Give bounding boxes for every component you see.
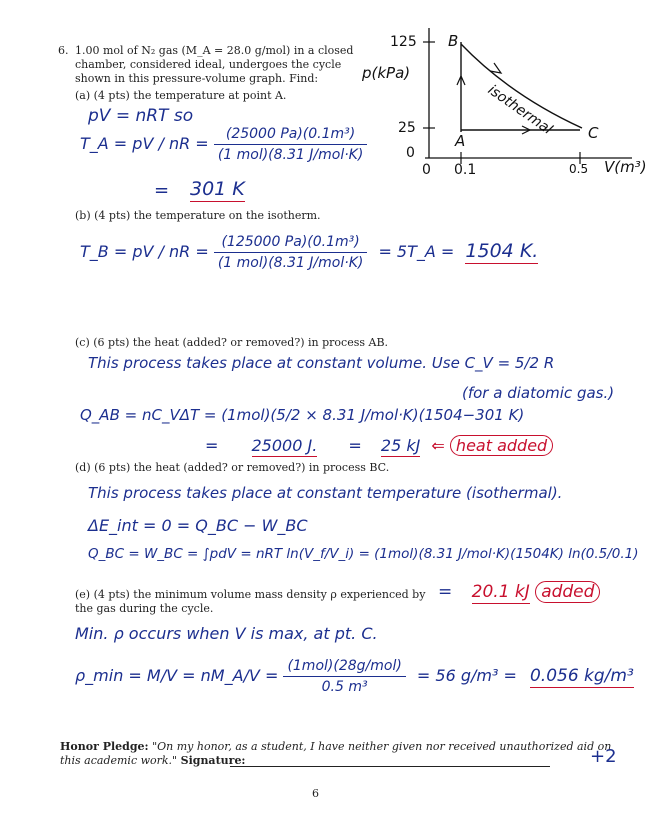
part-e-fraction [283, 658, 405, 695]
part-e-line-1: Min. ρ occurs when V is max, at pt. C. [75, 624, 378, 643]
part-c-eq-b: = [348, 436, 362, 455]
problem-intro-line-3: shown in this pressure-volume graph. Find: [75, 72, 319, 85]
part-a-answer [190, 178, 245, 200]
x-axis-label: V(m³) [604, 158, 647, 176]
y-tick-25: 25 [398, 120, 416, 136]
bonus-points: +2 [590, 746, 617, 767]
part-c-diatomic-note: (for a diatomic gas.) [462, 384, 615, 402]
page-number: 6 [312, 787, 319, 800]
part-d-equals: = [438, 582, 453, 602]
part-d-question: (d) (6 pts) the heat (added? or removed?) in process BC. [75, 461, 390, 474]
part-d-line-3: Q_BC = W_BC = ∫pdV = nRT ln(V_f/V_i) = (1mol)(8.31 J/mol·K)(1504K) ln(0.5/0.1) [88, 546, 639, 562]
part-a-question: (a) (4 pts) the temperature at point A. [75, 89, 287, 102]
signature-label: Signature: [180, 754, 246, 767]
point-c-label: C [588, 124, 599, 142]
honor-pledge-line-1 [60, 740, 611, 754]
part-c-arrow: ⇐ [431, 436, 445, 455]
part-c-answer: 25 kJ [380, 436, 421, 455]
part-b-mid: = 5T_A = [378, 242, 455, 261]
part-c-equation: Q_AB = nC_VΔT = (1mol)(5/2 × 8.31 J/mol·K)(1504−301 K) [80, 406, 525, 424]
part-c-heat-added: heat added [450, 435, 553, 456]
part-a-ideal-gas-law: pV = nRT so [88, 106, 194, 126]
part-c-eq-a: = [205, 436, 219, 455]
honor-pledge-line-2 [60, 754, 246, 768]
signature-line [230, 766, 550, 767]
part-d-line-2: ΔE_int = 0 = Q_BC − W_BC [88, 516, 308, 535]
x-tick-0-5: 0.5 [569, 162, 589, 176]
part-b-fraction [214, 234, 368, 271]
problem-number: 6. [58, 44, 69, 57]
part-e-question-line-1: (e) (4 pts) the minimum volume mass density ρ experienced by [75, 588, 426, 601]
x-tick-0-1: 0.1 [454, 162, 477, 178]
point-b-label: B [448, 32, 459, 50]
part-e-lhs: ρ_min = M/V = nM_A/V = [75, 666, 279, 685]
part-c-question: (c) (6 pts) the heat (added? or removed?) in process AB. [75, 336, 389, 349]
isothermal-label: isothermal [484, 82, 556, 138]
part-d-line-1: This process takes place at constant temperature (isothermal). [88, 484, 563, 502]
honor-pledge-label: Honor Pledge: [60, 740, 149, 753]
part-d-added: added [535, 581, 600, 603]
y-tick-0: 0 [406, 145, 415, 161]
part-d-answer: 20.1 kJ [471, 582, 530, 602]
part-c-line-1: This process takes place at constant volume. Use C_V = 5/2 R [88, 354, 555, 372]
x-tick-0: 0 [422, 162, 431, 178]
part-c-value: 25000 J. [251, 436, 318, 455]
part-b-lhs: T_B = pV / nR = [80, 242, 209, 261]
part-a-lhs: T_A = pV / nR = [80, 134, 209, 153]
part-e-numerator: (1mol)(28g/mol) [283, 658, 405, 677]
part-d-result-line [438, 582, 600, 602]
part-b-denominator: (1 mol)(8.31 J/mol·K) [217, 255, 364, 271]
part-a-equals: = [154, 180, 170, 201]
problem-intro-line-2: chamber, considered ideal, undergoes the cycle [75, 58, 342, 71]
honor-pledge-text-1: "On my honor, as a student, I have neither given nor received unauthorized aid on [152, 740, 612, 753]
part-a-fraction [214, 126, 368, 163]
part-a-answer-text: 301 K [190, 178, 245, 200]
honor-pledge-text-2: this academic work." [60, 754, 178, 767]
part-b-question: (b) (4 pts) the temperature on the isotherm. [75, 209, 321, 222]
part-e-question-line-2: the gas during the cycle. [75, 602, 214, 615]
part-e-mid: = 56 g/m³ = [416, 666, 517, 685]
point-a-label: A [455, 132, 466, 150]
part-a-equation [80, 126, 367, 163]
problem-intro-line-1: 1.00 mol of N₂ gas (M_A = 28.0 g/mol) in a closed [75, 44, 354, 57]
part-b-answer: 1504 K. [465, 240, 539, 262]
part-b-numerator: (125000 Pa)(0.1m³) [214, 234, 368, 253]
part-e-equation [75, 658, 634, 695]
pv-graph [360, 20, 647, 190]
part-e-answer: 0.056 kg/m³ [529, 666, 634, 686]
y-tick-125: 125 [390, 34, 417, 50]
part-c-result-line [205, 436, 553, 455]
part-a-denominator: (1 mol)(8.31 J/mol·K) [217, 147, 364, 163]
y-axis-label: p(kPa) [362, 64, 411, 82]
part-e-denominator: 0.5 m³ [321, 679, 368, 695]
part-b-equation [80, 234, 538, 271]
part-a-numerator: (25000 Pa)(0.1m³) [214, 126, 368, 145]
